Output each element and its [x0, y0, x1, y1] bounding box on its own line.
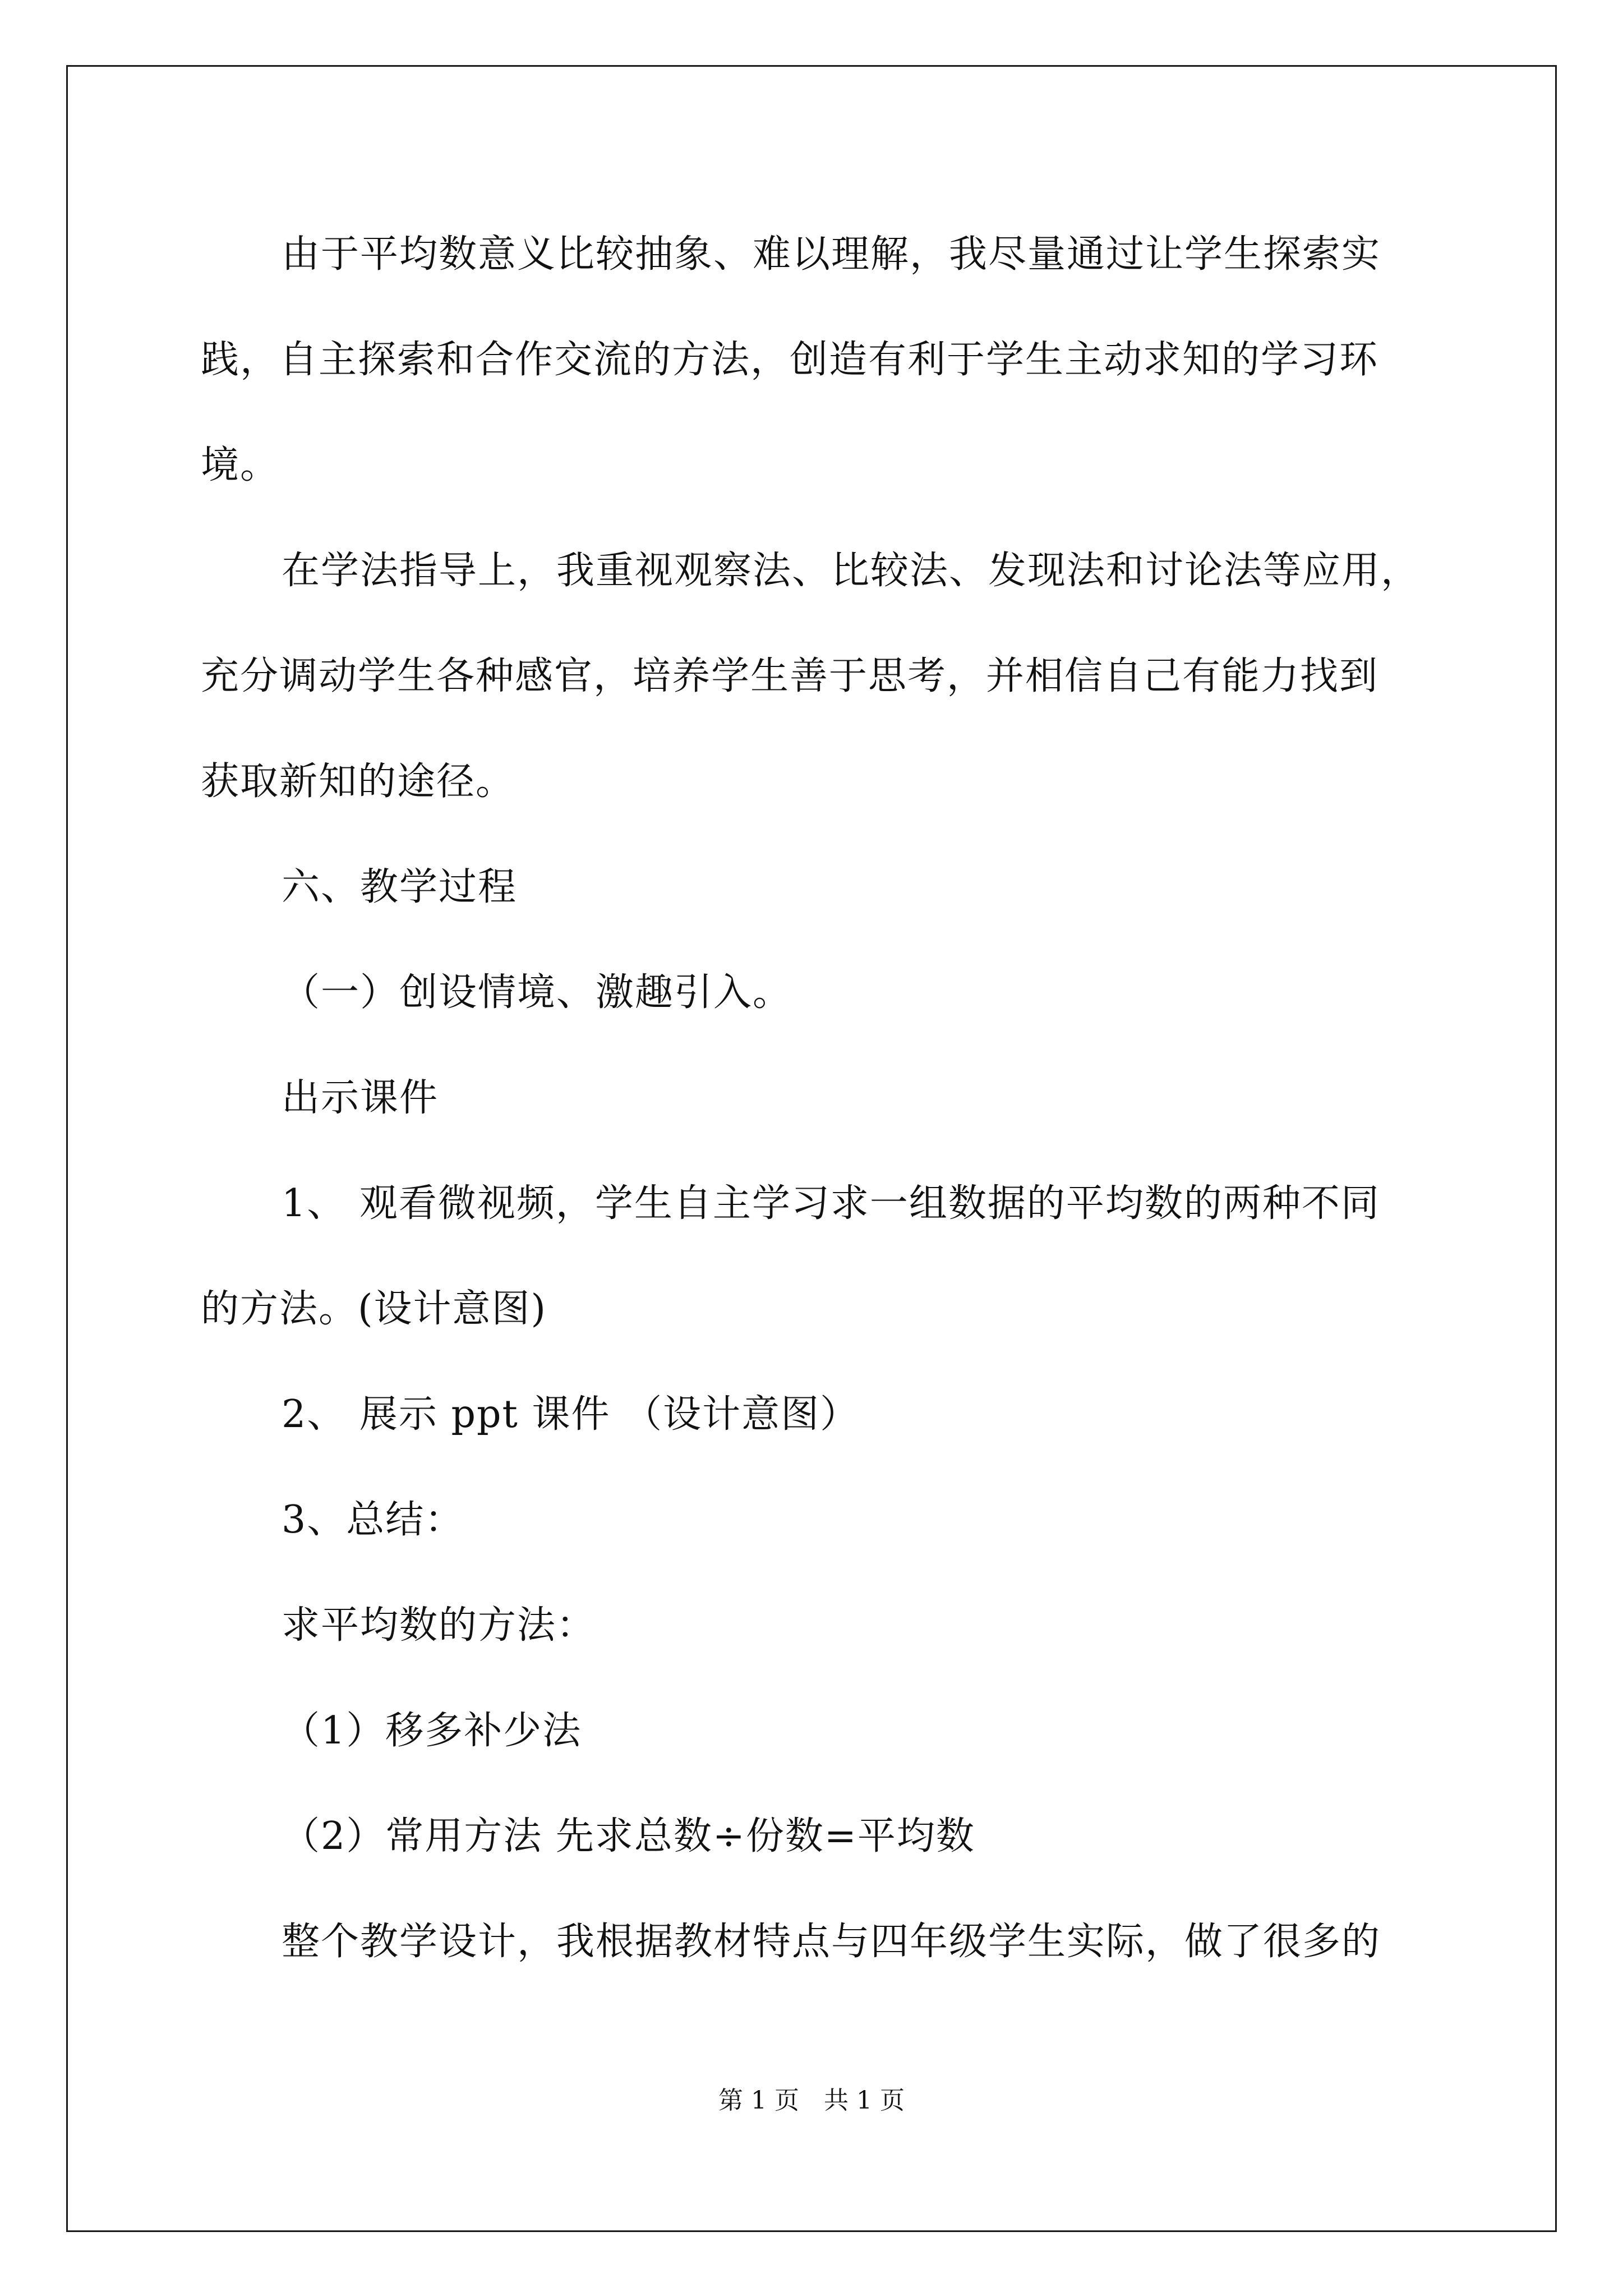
list-item: 2、 展示 ppt 课件 （设计意图） — [282, 1392, 860, 1437]
paragraph-line: 整个教学设计，我根据教材特点与四年级学生实际，做了很多的 — [282, 1920, 1381, 1964]
paragraph-line: 在学法指导上，我重视观察法、比较法、发现法和讨论法等应用， — [282, 549, 1421, 593]
paragraph-line: 获取新知的途径。 — [201, 760, 515, 804]
list-item: （2）常用方法 先求总数÷份数=平均数 — [282, 1814, 975, 1858]
page-footer: 第 1 页 共 1 页 — [718, 2086, 905, 2115]
section-heading: 六、教学过程 — [282, 865, 518, 909]
paragraph-line: 的方法。(设计意图) — [201, 1287, 547, 1331]
document-body — [201, 202, 1435, 1995]
paragraph-line: 由于平均数意义比较抽象、难以理解，我尽量通过让学生探索实 — [282, 232, 1381, 277]
list-item: 1、 观看微视频，学生自主学习求一组数据的平均数的两种不同 — [282, 1181, 1380, 1226]
paragraph-line: 求平均数的方法： — [282, 1603, 596, 1648]
list-item: （1）移多补少法 — [282, 1709, 582, 1753]
subsection-heading: （一）创设情境、激趣引入。 — [282, 970, 792, 1015]
paragraph-line: 践，自主探索和合作交流的方法，创造有利于学生主动求知的学习环 — [201, 338, 1379, 382]
paragraph-line: 境。 — [201, 443, 280, 487]
paragraph-line: 充分调动学生各种感官，培养学生善于思考，并相信自己有能力找到 — [201, 654, 1379, 698]
paragraph-line: 出示课件 — [282, 1076, 439, 1120]
list-item: 3、总结： — [282, 1498, 464, 1542]
